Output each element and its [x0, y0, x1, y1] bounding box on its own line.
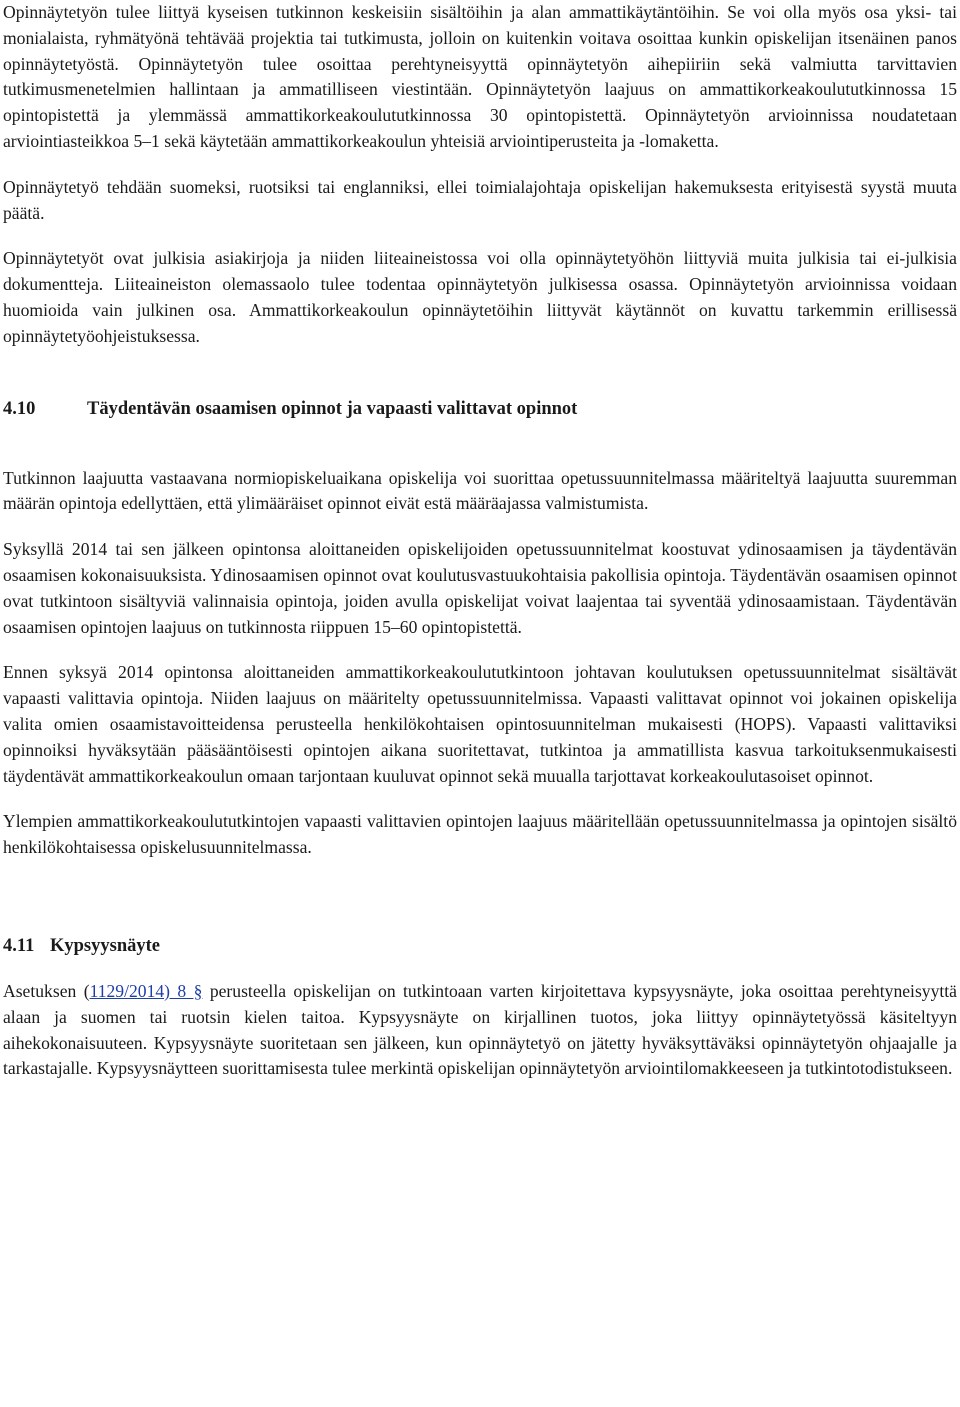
intro-paragraph-1: Opinnäytetyön tulee liittyä kyseisen tutkinnon keskeisiin sisältöihin ja alan ammattikäytäntöihin. Se voi olla myös osa yksi- tai monialaista, ryhmätyönä tehtävää projektia tai tutkimusta, jolloin on kuitenkin voitava osoittaa kunkin opiskelijan itsenäinen panos opinnäytetyöstä. Opinnäytetyön tulee osoittaa perehtyneisyyttä opinnäytetyön aihepiiriin sekä valmiutta tarvittavien tutkimusmenetelmien hallintaan ja ammatilliseen viestintään. Opinnäytetyön laajuus on ammattikorkeakoulututkinnossa 15 opintopistettä ja ylemmässä ammattikorkeakoulututkinnossa 30 opintopistettä. Opinnäytetyön arvioinnissa noudatetaan arviointiasteikkoa 5–1 sekä käytetään ammattikorkeakoulun yhteisiä arviointiperusteita ja -lomaketta. — [3, 2, 957, 151]
section-4-10-title: Täydentävän osaamisen opinnot ja vapaasti valittavat opinnot — [87, 398, 578, 419]
intro-paragraph-2: Opinnäytetyö tehdään suomeksi, ruotsiksi tai englanniksi, ellei toimialajohtaja opiskelijan hakemuksesta erityisestä syystä muuta päätä. — [3, 176, 957, 223]
section-4-10-paragraph-1: Tutkinnon laajuutta vastaavana normiopiskeluaikana opiskelija voi suorittaa opetussuunnitelmassa määriteltyä laajuutta suuremman määrän opintoja edellyttäen, että ylimääräiset opinnot eivät estä määräajassa valmistumista. — [3, 467, 957, 514]
intro-paragraph-3: Opinnäytetyöt ovat julkisia asiakirjoja ja niiden liiteaineistossa voi olla opinnäytetyöhön liittyviä muita julkisia tai ei-julkisia dokumentteja. Liiteaineiston olemassaolo tulee todentaa opinnäytetyön julkisessa osassa. Opinnäytetyön arvioinnissa voidaan huomioida vain julkinen osa. Ammattikorkeakoulun opinnäytetöihin liittyvät käytännöt on kuvattu tarkemmin erillisessä opinnäytetyöohjeistuksessa. — [3, 248, 957, 346]
section-4-11-title: Kypsyysnäyte — [50, 935, 160, 956]
section-4-11-number: 4.11 — [3, 935, 35, 956]
document-page — [3, 0, 957, 1082]
section-4-10-paragraph-4: Ylempien ammattikorkeakoulututkintojen vapaasti valittavien opintojen laajuus määritellään opetussuunnitelmassa ja opintojen sisältö henkilökohtaisessa opiskelusuunnitelmassa. — [3, 811, 957, 858]
paragraph-text-start: Asetuksen ( — [3, 980, 90, 1001]
section-4-11-heading — [3, 933, 957, 959]
section-4-10-heading — [3, 396, 957, 422]
section-4-10-paragraph-3: Ennen syksyä 2014 opintonsa aloittaneiden ammattikorkeakoulututkintoon johtavan koulutuksen opetussuunnitelmat sisältävät vapaasti valittavia opintoja. Niiden laajuus on määritelty opetussuunnitelmissa. Vapaasti valittavat opinnot voi jokainen opiskelija valita omien osaamistavoitteidensa perusteella henkilökohtaisen opintosuunnitelman mukaisesti (HOPS). Vapaasti valittaviksi opinnoiksi hyväksytään pääsääntöisesti opintojen aikana suoritettavat, tutkintoa ja ammatillista kasvua tarkoituksenmukaisesti täydentävät ammattikorkeakoulun omaan tarjontaan kuuluvat opinnot sekä muualla tarjottavat korkeakoulutasoiset opinnot. — [3, 662, 957, 786]
section-4-10-paragraph-2: Syksyllä 2014 tai sen jälkeen opintonsa aloittaneiden opiskelijoiden opetussuunnitelmat koostuvat ydinosaamisen ja täydentävän osaamisen kokonaisuuksista. Ydinosaamisen opinnot ovat koulutusvastuukohtaisia pakollisia opintoja. Täydentävän osaamisen opinnot ovat tutkintoon sisältyviä valinnaisia opintoja, joiden avulla opiskelijat voivat laajentaa tai syventää ydinosaamistaan. Täydentävän osaamisen opintojen laajuus on tutkinnosta riippuen 15–60 opintopistettä. — [3, 539, 957, 637]
decree-link[interactable]: 1129/2014) 8 § — [89, 980, 203, 1001]
section-4-11-paragraph-1 — [3, 979, 957, 1082]
paragraph-text-rest: perusteella opiskelijan on tutkintoaan varten kirjoitettava kypsyysnäyte, joka osoittaa perehtyneisyyttä alaan ja suomen tai ruotsin kielen taitoa. Kypsyysnäyte on kirjallinen tuotos, joka liittyy opinnäytetyössä käsiteltyyn aihekokonaisuuteen. Kypsyysnäyte suoritetaan sen jälkeen, kun opinnäytetyö on jätetty hyväksyttäväksi opinnäytetyön ohjaajalle ja tarkastajalle. Kypsyysnäytteen suorittamisesta tulee merkintä opiskelijan opinnäytetyön arviointilomakkeeseen ja tutkintotodistukseen. — [3, 980, 957, 1079]
section-4-10-number: 4.10 — [3, 398, 36, 419]
